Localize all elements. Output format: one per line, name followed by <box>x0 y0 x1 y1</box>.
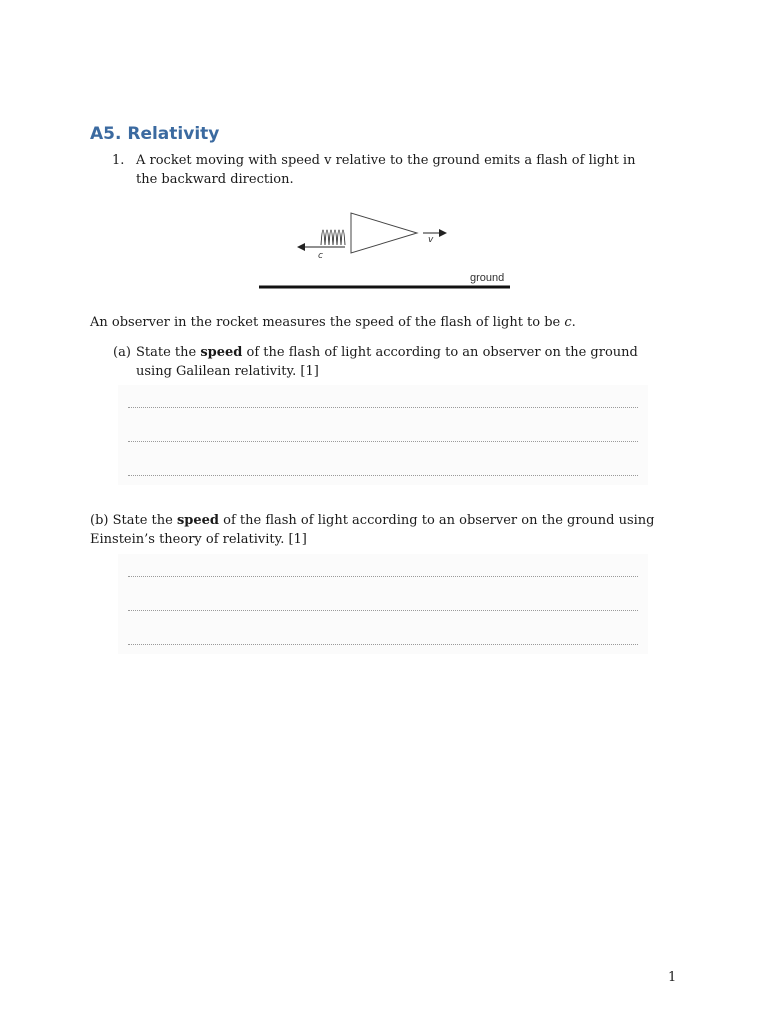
answer-line[interactable] <box>128 576 638 577</box>
light-wave <box>321 230 345 245</box>
observer-text: An observer in the rocket measures the speed of the flash of light to be <box>90 315 565 330</box>
observer-statement <box>90 313 690 332</box>
answer-line[interactable] <box>128 610 638 611</box>
answer-box-a[interactable] <box>118 385 648 485</box>
part-a-text-end: of the flash of light according to an observer on the ground using Galilean relativity. [1] <box>136 345 638 379</box>
light-speed-label: c <box>318 251 323 261</box>
part-b-bold: speed <box>176 513 219 528</box>
answer-box-b[interactable] <box>118 554 648 654</box>
part-b-text-start: (b) State the <box>90 513 177 528</box>
part-b-text-end: of the flash of light according to an observer on the ground using Einstein’s theory of relativity. [1] <box>90 513 655 547</box>
question-number: 1. <box>112 153 125 168</box>
answer-line[interactable] <box>128 644 638 645</box>
answer-line[interactable] <box>128 441 638 442</box>
part-b <box>90 511 670 549</box>
light-speed-symbol: c <box>564 315 572 330</box>
part-a-text <box>136 343 666 381</box>
question-text: A rocket moving with speed v relative to the ground emits a flash of light in the backward direction. <box>136 153 636 187</box>
rocket <box>351 213 417 253</box>
ground-label: ground <box>470 272 505 284</box>
light-arrow-head <box>297 243 305 251</box>
part-a-text-start: State the <box>136 345 201 360</box>
part-a-label: (a) <box>113 345 131 360</box>
answer-line[interactable] <box>128 407 638 408</box>
observer-suffix: . <box>571 315 576 330</box>
page-number: 1 <box>668 970 677 985</box>
answer-line[interactable] <box>128 475 638 476</box>
part-a-bold: speed <box>200 345 243 360</box>
velocity-arrow-head <box>439 229 447 237</box>
section-heading: A5. Relativity <box>90 124 220 144</box>
rocket-diagram <box>255 205 515 295</box>
velocity-label: v <box>428 235 434 245</box>
